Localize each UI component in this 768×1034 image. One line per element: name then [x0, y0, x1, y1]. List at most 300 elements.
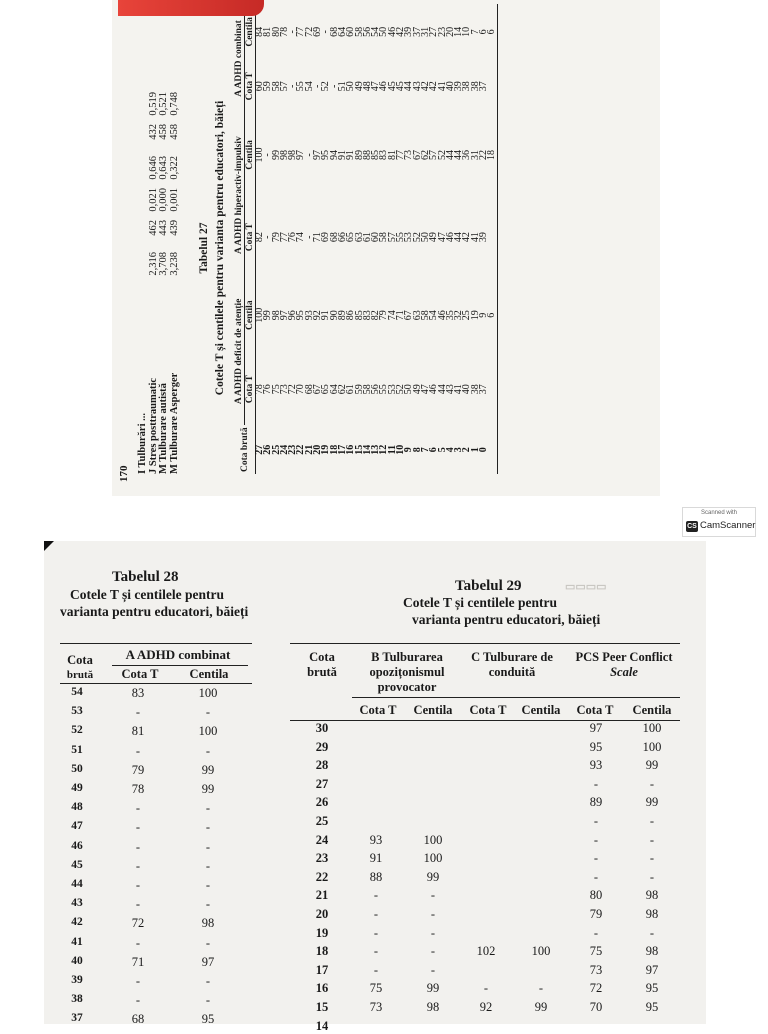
table27-cell: 80: [270, 26, 282, 37]
rotated-page-content: [112, 0, 660, 496]
table27-raw-score: 11: [386, 444, 398, 455]
table27-cell: 44: [453, 149, 465, 160]
table27-raw-score: 12: [378, 444, 390, 455]
table27-cell: 76: [262, 384, 274, 395]
table27-cell: 6: [478, 29, 490, 35]
table27-cell: -: [303, 153, 315, 157]
prev-row-value: 439: [168, 220, 180, 236]
table27-cell: 82: [370, 310, 382, 321]
table27-group-3: A ADHD combinat: [234, 4, 245, 113]
table27-raw-score: 4: [444, 447, 456, 453]
table27: [234, 4, 498, 474]
table28-raw-score: 54: [71, 686, 83, 698]
table28-centila: -: [205, 878, 211, 892]
table27-cell: 74: [295, 232, 307, 243]
table27-cell: 36: [461, 149, 473, 160]
table27-cell: 40: [461, 384, 473, 395]
prev-row-value: 0,748: [168, 92, 180, 116]
table27-cell: 72: [287, 384, 299, 395]
table27-cell: 44: [436, 384, 448, 395]
table28-cota-t: 78: [131, 782, 145, 796]
table29-b-cota-t: 88: [369, 869, 383, 884]
table29-raw-score: 30: [315, 721, 329, 735]
prev-row-value: 443: [158, 220, 169, 236]
table28-centila: 100: [198, 724, 218, 739]
table27-cell: 99: [270, 149, 282, 160]
table28-centila: 97: [201, 954, 215, 969]
table28-sub-centila: Centila: [189, 667, 229, 681]
table27-cell: 77: [295, 26, 307, 37]
table27-cell: 40: [444, 81, 456, 92]
table27-group-2: A ADHD hiperactiv-impulsiv: [234, 113, 245, 277]
table27-cell: 43: [411, 81, 423, 92]
table27-cell: 97: [312, 149, 324, 160]
table27-cell: -: [287, 84, 299, 88]
table27-cell: 85: [370, 149, 382, 160]
table28-centila: 100: [198, 686, 218, 700]
table27-raw-score: 5: [436, 447, 448, 453]
table29-pcs-centila: 95: [645, 981, 659, 996]
table29-pcs-centila: -: [649, 832, 655, 847]
table29-sub-centila-b: Centila: [413, 703, 453, 717]
table28-cota-t: -: [135, 897, 141, 912]
table27-cell: 81: [262, 26, 274, 37]
table27-cell: 50: [345, 81, 357, 92]
table27-cell: 23: [436, 26, 448, 37]
table29-raw-score: 20: [315, 907, 329, 921]
table28-cota-t: -: [135, 801, 141, 816]
table28-raw-score: 40: [71, 954, 83, 967]
prev-row-value: 0,646: [147, 156, 159, 180]
table29-b-cota-t: 73: [369, 1000, 383, 1014]
table28-cota-t: -: [135, 858, 141, 873]
table27-cell: 61: [361, 232, 373, 243]
table27-cell: 81: [386, 149, 398, 160]
table29-raw-score: 25: [315, 814, 329, 828]
table27-cell: 57: [386, 232, 398, 243]
table28-cota-t: 79: [131, 762, 145, 777]
table29-pcs-cota-t: 73: [589, 962, 603, 977]
table29-group-b-line1: B Tulburarea: [371, 650, 443, 664]
table27-cell: 46: [428, 384, 440, 395]
table27-cell: 31: [419, 26, 431, 37]
table27-cell: 18: [488, 113, 497, 197]
table28-raw-score: 48: [71, 801, 83, 814]
table29-top-rule: [290, 643, 680, 644]
table27-cell: 48: [361, 81, 373, 92]
table29-sub-cota-pcs: Cota T: [576, 703, 614, 717]
table29-sub-centila-pcs: Centila: [632, 703, 672, 717]
table27-raw-score: 19: [320, 444, 332, 455]
table28-raw-header-2: brută: [66, 669, 94, 681]
table27-cell: 63: [353, 232, 365, 243]
table27-cell: 38: [469, 384, 481, 395]
table27-cell: 60: [345, 26, 357, 37]
previous-table-rows: [138, 92, 180, 474]
table27-cell: 83: [378, 149, 390, 160]
table27-cell: 41: [469, 232, 481, 243]
table28-centila: -: [205, 820, 211, 835]
table27-cell: 42: [419, 81, 431, 92]
table28-raw-score: 41: [71, 935, 83, 948]
table27-raw-score: 1: [469, 447, 481, 453]
table27-cell: 67: [312, 384, 324, 395]
table27-cell: 68: [328, 26, 340, 37]
table27-cell: 89: [336, 310, 348, 321]
table29-raw-score: 23: [315, 851, 329, 866]
table27-sub-centila: Centila: [245, 4, 256, 60]
table27-raw-score: 18: [328, 444, 340, 455]
table27-cell: 50: [419, 232, 431, 243]
camscanner-watermark: [682, 507, 756, 537]
table27-cell: 93: [303, 310, 315, 321]
table27-raw-score: 3: [453, 447, 465, 453]
table29-pcs-cota-t: -: [593, 851, 599, 866]
table28-centila: 95: [201, 1012, 215, 1027]
table28-raw-score: 47: [71, 820, 83, 833]
table27-cell: 54: [303, 81, 315, 92]
table27-cell: 62: [336, 384, 348, 395]
table29-group-pcs-line1: [568, 650, 680, 664]
table28-cota-t: 81: [131, 724, 145, 739]
table27-cell: 63: [411, 310, 423, 321]
table27-cell: -: [287, 30, 299, 34]
table27-cell: 44: [444, 149, 456, 160]
table27-cell: 71: [395, 310, 407, 321]
table27-cell: 72: [303, 26, 315, 37]
table27-cell: 43: [444, 384, 456, 395]
table27-cell: 55: [295, 81, 307, 92]
table28-cota-t: 71: [131, 954, 145, 969]
table28-cota-t: -: [135, 839, 141, 854]
table27-cell: 52: [411, 232, 423, 243]
prev-table-row: [159, 92, 170, 474]
table27-cell: 45: [395, 81, 407, 92]
table29-pcs-cota-t: 89: [589, 795, 603, 810]
prev-row-name: I Tulburări ...: [137, 413, 148, 474]
table29-group-b-line3: provocator: [377, 680, 437, 694]
table27-cell: 50: [403, 384, 415, 395]
prev-row-name: M Tulburare Asperger: [168, 372, 180, 474]
table28-centila: -: [205, 897, 211, 912]
table29-raw-header-2: brută: [307, 665, 337, 679]
bleed-through-text: ▭▭▭▭: [565, 581, 607, 593]
table29-b-centila: -: [430, 888, 436, 903]
table29-pcs-cota-t: -: [593, 776, 599, 791]
table27-cell: 37: [478, 384, 490, 395]
table29-b-centila: -: [430, 925, 436, 940]
prev-row-value: 0,643: [158, 156, 169, 180]
prev-row-name: J Stres posttraumatic: [147, 377, 159, 474]
table28-raw-score: 44: [71, 878, 83, 890]
table28-centila: 98: [201, 916, 215, 931]
table29-pcs-cota-t: 93: [589, 758, 603, 773]
table27-cell: 88: [361, 149, 373, 160]
table29-pcs-cota-t: 95: [589, 739, 603, 754]
table27-cell: 77: [395, 149, 407, 160]
table27-cell: 96: [287, 310, 299, 321]
table29-sub-cota-b: Cota T: [359, 703, 397, 717]
table29-pcs-cota-t: -: [593, 832, 599, 847]
table29-raw-score: 19: [315, 925, 329, 940]
table29-pcs-centila: -: [649, 869, 655, 884]
table27-cell: 97: [295, 149, 307, 160]
table29-raw-score: 16: [315, 981, 329, 996]
table28-centila: -: [205, 801, 211, 816]
table27-cell: 55: [378, 384, 390, 395]
table27-cell: 75: [270, 384, 282, 395]
table27-cell: [488, 60, 497, 113]
table29-raw-score: 17: [315, 962, 329, 977]
prev-row-value: 458: [168, 124, 180, 140]
table29-b-centila: 100: [423, 851, 443, 866]
table29-b-centila: -: [430, 907, 436, 921]
prev-row-value: 2,316: [147, 252, 159, 276]
table27-sub-centila: Centila: [245, 277, 256, 353]
table27-cell: 58: [270, 81, 282, 92]
table29-sub-centila-c: Centila: [521, 703, 561, 717]
table27-cell: 70: [295, 384, 307, 395]
table29-pcs-cota-t: -: [593, 925, 599, 940]
table29-group-pcs-line2: Scale: [610, 665, 638, 679]
watermark-scanned-with: Scanned with: [700, 510, 738, 516]
table27-cell: 41: [436, 81, 448, 92]
table27-cell: 58: [361, 384, 373, 395]
table28-raw-score: 45: [71, 858, 83, 871]
table27-cell: 68: [328, 232, 340, 243]
table28-raw-header-1: Cota: [67, 653, 93, 667]
table27-cell: 41: [453, 384, 465, 395]
table27-cell: 52: [320, 81, 332, 92]
table27-cell: 39: [453, 81, 465, 92]
prev-row-value: 3,238: [168, 252, 180, 276]
table27-cell: 98: [278, 149, 290, 160]
table29-b-centila: 99: [426, 981, 440, 996]
table29-b-centila: 99: [426, 869, 440, 884]
table29-c-cota-t: -: [483, 981, 489, 996]
table28-cota-t: -: [135, 705, 141, 720]
prev-row-value: 0,021: [147, 188, 159, 212]
table28-raw-score: 37: [71, 1012, 83, 1025]
table29-c-cota-t: 92: [479, 1000, 493, 1014]
table29-caption-line1: Cotele T și centilele pentru: [403, 595, 557, 610]
table27-cell: 59: [262, 81, 274, 92]
prev-row-value: 0,000: [158, 188, 169, 212]
table27-cell: 65: [345, 232, 357, 243]
table27-raw-score: 27: [254, 444, 265, 455]
table27-cell: 100: [254, 147, 265, 163]
table28-sub-cota: Cota T: [121, 667, 159, 681]
table27-cell: 67: [411, 149, 423, 160]
table27-cell: 100: [254, 307, 265, 323]
table28-centila: -: [205, 993, 211, 1008]
table29-pcs-cota-t: 72: [589, 981, 603, 996]
table28-header-rule: [60, 683, 252, 684]
table27-raw-score: 15: [353, 444, 365, 455]
table27-cell: 31: [469, 149, 481, 160]
table27-cell: 10: [461, 26, 473, 37]
table27-cell: 46: [436, 310, 448, 321]
table29-b-centila: 98: [426, 1000, 440, 1014]
table27-cell: 47: [436, 232, 448, 243]
table27-cell: 65: [320, 384, 332, 395]
table27-raw-score: 13: [370, 444, 382, 455]
table29-pcs-centila: 98: [645, 907, 659, 921]
table28-caption-line2: varianta pentru educatori, băieți: [60, 604, 249, 619]
table28-cota-t: -: [135, 993, 141, 1008]
table29-pcs-centila: 95: [645, 1000, 659, 1014]
table29-c-centila: -: [538, 981, 544, 996]
table29-pcs-centila: -: [649, 925, 655, 940]
table29-raw-score: 22: [315, 869, 329, 884]
table27-cell: 91: [336, 149, 348, 160]
table27-cell: 46: [378, 81, 390, 92]
table29-b-cota-t: 75: [369, 981, 383, 996]
prev-row-value: 0,001: [168, 188, 180, 212]
table29-sub-cota-c: Cota T: [469, 703, 507, 717]
table27-cell: 99: [262, 310, 274, 321]
table27-cell: 37: [411, 26, 423, 37]
table27-cell: 58: [353, 26, 365, 37]
table27-cell: 47: [419, 384, 431, 395]
table28-raw-score: 51: [71, 743, 83, 756]
prev-row-value: 462: [147, 220, 159, 236]
table27-raw-score: 9: [403, 447, 415, 453]
table27-cell: 35: [444, 310, 456, 321]
table29-c-centila: 99: [534, 1000, 548, 1014]
table29-pcs-cota-t: 80: [589, 888, 603, 903]
camscanner-logo-icon: CS: [687, 523, 697, 530]
table27-cell: 7: [469, 29, 481, 35]
table27-cell: 59: [353, 384, 365, 395]
table27-cell: 32: [453, 310, 465, 321]
table27-raw-score: [488, 425, 497, 474]
table27-cell: 64: [328, 384, 340, 395]
table27-row: [488, 4, 497, 474]
table27-cell: 98: [270, 310, 282, 321]
table29-pcs-cota-t: 97: [589, 721, 603, 735]
table29-raw-score: 27: [315, 776, 329, 791]
table27-cell: 97: [278, 310, 290, 321]
table27-cell: 73: [403, 149, 415, 160]
table29-pcs-centila: -: [649, 851, 655, 866]
table27-sub-centila: Centila: [245, 113, 256, 197]
table29-pcs-label: PCS Peer Conflict: [575, 650, 673, 664]
table27-cell: 37: [478, 81, 490, 92]
table27-cell: 52: [436, 149, 448, 160]
table29-group-b-line2: opozițonismul: [369, 665, 445, 679]
table29-b-cota-t: 91: [369, 851, 383, 866]
table28-centila: -: [205, 743, 211, 758]
table27-cell: 38: [461, 81, 473, 92]
table28-centila: 99: [201, 762, 215, 777]
table29-group-c-line1: C Tulburare de: [471, 650, 553, 664]
table29-b-centila: 100: [423, 832, 443, 847]
table28-raw-score: 52: [71, 724, 83, 737]
table27-raw-score: 6: [428, 447, 440, 453]
table27-cell: 55: [395, 232, 407, 243]
table28-cota-t: -: [135, 974, 141, 988]
prev-row-value: 0,521: [158, 92, 169, 116]
table27-caption: Cotele T și centilele pentru varianta pentru educatori, băieți: [214, 100, 226, 396]
table27-cell: 82: [254, 232, 265, 243]
table27-cell: 91: [345, 149, 357, 160]
table27-raw-score: 23: [287, 444, 299, 455]
table27-cell: 38: [469, 81, 481, 92]
table27-cell: 58: [419, 310, 431, 321]
table29-b-cota-t: 93: [369, 832, 383, 847]
table27-cell: 78: [278, 26, 290, 37]
table27-cell: 45: [386, 81, 398, 92]
table27-cell: 83: [361, 310, 373, 321]
table27-cell: 74: [386, 310, 398, 321]
table29-pcs-cota-t: 79: [589, 907, 603, 921]
table27-cell: 46: [386, 26, 398, 37]
table29-pcs-centila: 100: [642, 739, 662, 754]
table29-raw-score: 29: [315, 739, 329, 754]
table27-cell: 51: [336, 81, 348, 92]
table29-pcs-cota-t: 75: [589, 944, 603, 959]
table27-cell: 46: [444, 232, 456, 243]
table27-cell: 47: [370, 81, 382, 92]
table29-pcs-centila: 98: [645, 944, 659, 959]
table27-cell: 57: [278, 81, 290, 92]
table28-top-rule: [60, 643, 252, 644]
table27-cell: 9: [478, 312, 490, 318]
table27-cell: 53: [403, 232, 415, 243]
table27-label: Tabelul 27: [198, 222, 210, 274]
table27-cell: 98: [287, 149, 299, 160]
table27-sub-cota: Cota T: [245, 197, 256, 277]
table27-cell: 54: [370, 26, 382, 37]
table29-b-cota-t: -: [373, 962, 379, 977]
table27-cell: 14: [453, 26, 465, 37]
table28-centila: -: [205, 858, 211, 873]
table27-cell: 66: [336, 232, 348, 243]
table27-cell: 49: [411, 384, 423, 395]
table27-cell: 27: [428, 26, 440, 37]
table29-raw-score: 28: [315, 758, 329, 773]
table27-cell: 76: [287, 232, 299, 243]
table28-centila: -: [205, 935, 211, 950]
prev-row-value: 0,519: [147, 92, 159, 116]
table27-raw-score: 17: [336, 444, 348, 455]
table29-c-centila: 100: [531, 944, 551, 959]
prev-row-value: 458: [158, 124, 169, 140]
table27-raw-score: 7: [419, 447, 431, 453]
table29-b-cota-t: -: [373, 925, 379, 940]
table29-group-rule: [352, 697, 680, 698]
table27-raw-score: 8: [411, 447, 423, 453]
table27-cell: -: [328, 84, 340, 88]
table27-raw-score: 0: [478, 447, 490, 453]
table27-raw-score: 16: [345, 444, 357, 455]
table27-cell: 90: [328, 310, 340, 321]
table27-cell: 25: [461, 310, 473, 321]
prev-row-value: 3,708: [158, 252, 169, 276]
table27-cell: 6: [488, 4, 497, 60]
table29-pcs-centila: 100: [642, 721, 662, 735]
table27-row: [480, 4, 488, 474]
table28-raw-score: 49: [71, 782, 83, 794]
table27-cell: 20: [444, 26, 456, 37]
table27-cell: 22: [478, 149, 490, 160]
table29-b-centila: -: [430, 944, 436, 959]
table29-b-cota-t: -: [373, 907, 379, 921]
table29-raw-score: 26: [315, 795, 329, 810]
table27-raw-score: 2: [461, 447, 473, 453]
table28-cota-t: -: [135, 820, 141, 835]
